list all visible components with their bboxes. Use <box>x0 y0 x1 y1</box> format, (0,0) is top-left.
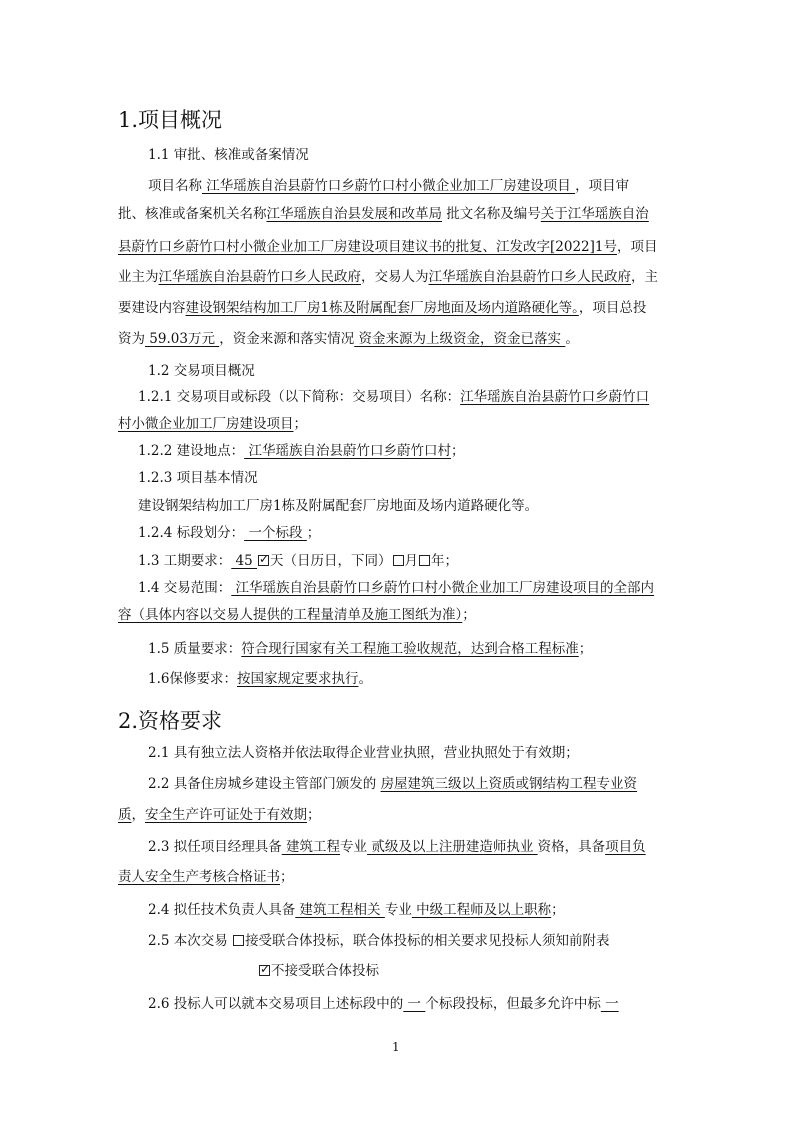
text-run: ，项目审 <box>575 178 630 194</box>
underlined-field: 贰级及以上注册建造师执业 <box>367 839 538 855</box>
item-2-2-b <box>118 806 321 824</box>
para-approval-authority <box>118 205 649 223</box>
text-run: 1.2.4 标段划分： <box>138 525 245 541</box>
underlined-field: 一 <box>403 996 426 1012</box>
underlined-field: 村小微企业加工厂房建设项目 <box>118 416 294 432</box>
text-run: ； <box>293 416 307 432</box>
text-run: 2.4 拟任技术负责人具备 <box>148 902 296 918</box>
item-2-4 <box>148 901 565 919</box>
item-1-2-2 <box>138 442 464 460</box>
text-run: 资为 <box>118 331 145 347</box>
text-run: 个标段投标，但最多允许中标 <box>425 996 601 1012</box>
underlined-field: 关于江华瑶族自治 <box>540 206 649 222</box>
underlined-field: 江华瑶族自治县蔚竹口乡蔚竹口 <box>460 389 650 405</box>
text-run: ； <box>462 607 476 623</box>
text-run: 业主为 <box>118 269 159 285</box>
text-run: 。 <box>565 331 579 347</box>
text-run: 批文名称及编号 <box>442 206 541 222</box>
underlined-field: 中级工程师及以上职称 <box>411 902 552 918</box>
item-2-6 <box>148 995 619 1013</box>
days-unit: 天（日历日，下同） <box>270 553 392 569</box>
item-1-6 <box>148 670 372 688</box>
para-project-name <box>148 177 629 195</box>
underlined-field: 容（具体内容以交易人提供的工程量清单及施工图纸为准） <box>118 607 463 623</box>
underlined-field: 责人安全生产考核合格证书 <box>118 869 280 885</box>
item-1-2-1-b <box>118 415 307 433</box>
text-run: ； <box>450 443 465 459</box>
text-run: 1.6保修要求： <box>148 671 237 687</box>
item-1-2-1-a <box>138 388 649 406</box>
text-run: ； <box>551 902 565 918</box>
reject-consortium-checkbox[interactable] <box>259 965 270 976</box>
text-run: 资格，具备 <box>537 839 606 855</box>
underlined-field: 江华瑶族自治县蔚竹口乡人民政府 <box>158 269 361 285</box>
underlined-field: 一 <box>600 996 619 1012</box>
text-run: ； <box>307 807 321 823</box>
underlined-field: 建设钢架结构加工厂房1栋及附属配套厂房地面及场内道路硬化等。 <box>185 300 579 316</box>
section-2-title: 2.资格要求 <box>118 709 223 733</box>
underlined-field: 一个标段 <box>244 525 307 541</box>
item-1-2-3: 1.2.3 项目基本情况 <box>138 470 258 486</box>
para-owner <box>118 268 658 286</box>
text-run: ； <box>306 525 321 541</box>
underlined-field: 59.03万元 <box>145 331 220 347</box>
para-approval-doc <box>118 238 657 256</box>
item-2-3-b <box>118 868 294 886</box>
underlined-field: 江华瑶族自治县蔚竹口乡蔚竹口村小微企业加工厂房建设项目的全部内 <box>231 580 655 596</box>
underlined-field: 资金来源为上级资金，资金已落实 <box>354 331 566 347</box>
page-number: 1 <box>392 1040 400 1054</box>
accept-consortium-checkbox[interactable] <box>233 935 244 946</box>
underlined-field: 江华瑶族自治县发展和改革局 <box>266 206 442 222</box>
underlined-field: 建筑工程相关 <box>295 902 385 918</box>
years-unit: 年； <box>431 553 459 569</box>
item-2-3-a <box>148 838 646 856</box>
item-1-3 <box>138 552 458 570</box>
item-1-2-4 <box>138 524 320 542</box>
text-run: 项目名称 <box>148 178 202 194</box>
text-run: 专业 <box>340 839 368 855</box>
consortium-label: 2.5 本次交易 <box>148 933 233 949</box>
item-1-2-3-body: 建设钢架结构加工厂房1栋及附属配套厂房地面及场内道路硬化等。 <box>138 498 539 514</box>
text-run: 2.6 投标人可以就本交易项目上述标段中的 <box>148 996 404 1012</box>
underlined-field: 质 <box>118 807 132 823</box>
underlined-field: 江华瑶族自治县蔚竹口乡人民政府 <box>428 269 631 285</box>
text-run: 1.2.1 交易项目或标段（以下简称：交易项目）名称： <box>138 389 461 405</box>
item-2-2-a <box>148 775 637 793</box>
text-run: 要建设内容 <box>118 300 186 316</box>
item-2-1: 2.1 具有独立法人资格并依法取得企业营业执照，营业执照处于有效期； <box>148 745 579 761</box>
item-1-5 <box>148 640 592 658</box>
heading-1-1: 1.1 审批、核准或备案情况 <box>148 147 309 163</box>
underlined-field: 项目负 <box>605 839 646 855</box>
item-2-5-opt2 <box>258 962 379 980</box>
heading-1-2: 1.2 交易项目概况 <box>148 363 255 379</box>
years-checkbox[interactable] <box>419 555 430 566</box>
underlined-field: 安全生产许可证处于有效期 <box>145 807 307 823</box>
underlined-field: 县蔚竹口乡蔚竹口村小微企业加工厂房建设项目建议书的批复、江发改字[2022]1号 <box>118 239 617 255</box>
text-run: 1.4 交易范围： <box>138 580 232 596</box>
reject-consortium-label: 不接受联合体投标 <box>271 963 379 979</box>
para-investment <box>118 330 579 348</box>
text-run: ， <box>131 807 145 823</box>
underlined-field: 建筑工程 <box>281 839 341 855</box>
underlined-field: 江华瑶族自治县蔚竹口乡蔚竹口村 <box>244 443 451 459</box>
days-checkbox[interactable] <box>258 555 269 566</box>
text-run: ，项目总投 <box>578 300 647 316</box>
text-run: ，主 <box>631 269 658 285</box>
schedule-days: 45 <box>231 553 258 569</box>
item-2-5-opt1 <box>148 932 610 950</box>
text-run: 1.2.2 建设地点： <box>138 443 245 459</box>
text-run: 1.5 质量要求： <box>148 641 242 657</box>
para-construction-content <box>118 299 646 317</box>
text-run: ； <box>280 869 294 885</box>
section-1-title: 1.项目概况 <box>118 108 223 132</box>
item-1-4-b <box>118 606 476 624</box>
text-run: ，交易人为 <box>361 269 429 285</box>
underlined-field: 按国家规定要求执行 <box>236 671 359 687</box>
text-run: ； <box>578 641 593 657</box>
text-run: 批、核准或备案机关名称 <box>118 206 267 222</box>
underlined-field: 符合现行国家有关工程施工验收规范，达到合格工程标准 <box>241 641 579 657</box>
text-run: 2.2 具备住房城乡建设主管部门颁发的 <box>148 776 381 792</box>
text-run: 专业 <box>384 902 412 918</box>
months-unit: 月 <box>404 553 419 569</box>
underlined-field: 江华瑶族自治县蔚竹口乡蔚竹口村小微企业加工厂房建设项目 <box>202 178 576 194</box>
text-run: 2.3 拟任项目经理具备 <box>148 839 282 855</box>
underlined-field: 房屋建筑三级以上资质或钢结构工程专业资 <box>380 776 638 792</box>
item-1-4-a <box>138 579 654 597</box>
text-run: 。 <box>358 671 372 687</box>
schedule-label: 1.3 工期要求： <box>138 553 232 569</box>
months-checkbox[interactable] <box>393 555 404 566</box>
accept-consortium-label: 接受联合体投标，联合体投标的相关要求见投标人须知前附表 <box>245 933 610 949</box>
text-run: ，项目 <box>616 239 658 255</box>
text-run: ，资金来源和落实情况 <box>219 331 355 347</box>
